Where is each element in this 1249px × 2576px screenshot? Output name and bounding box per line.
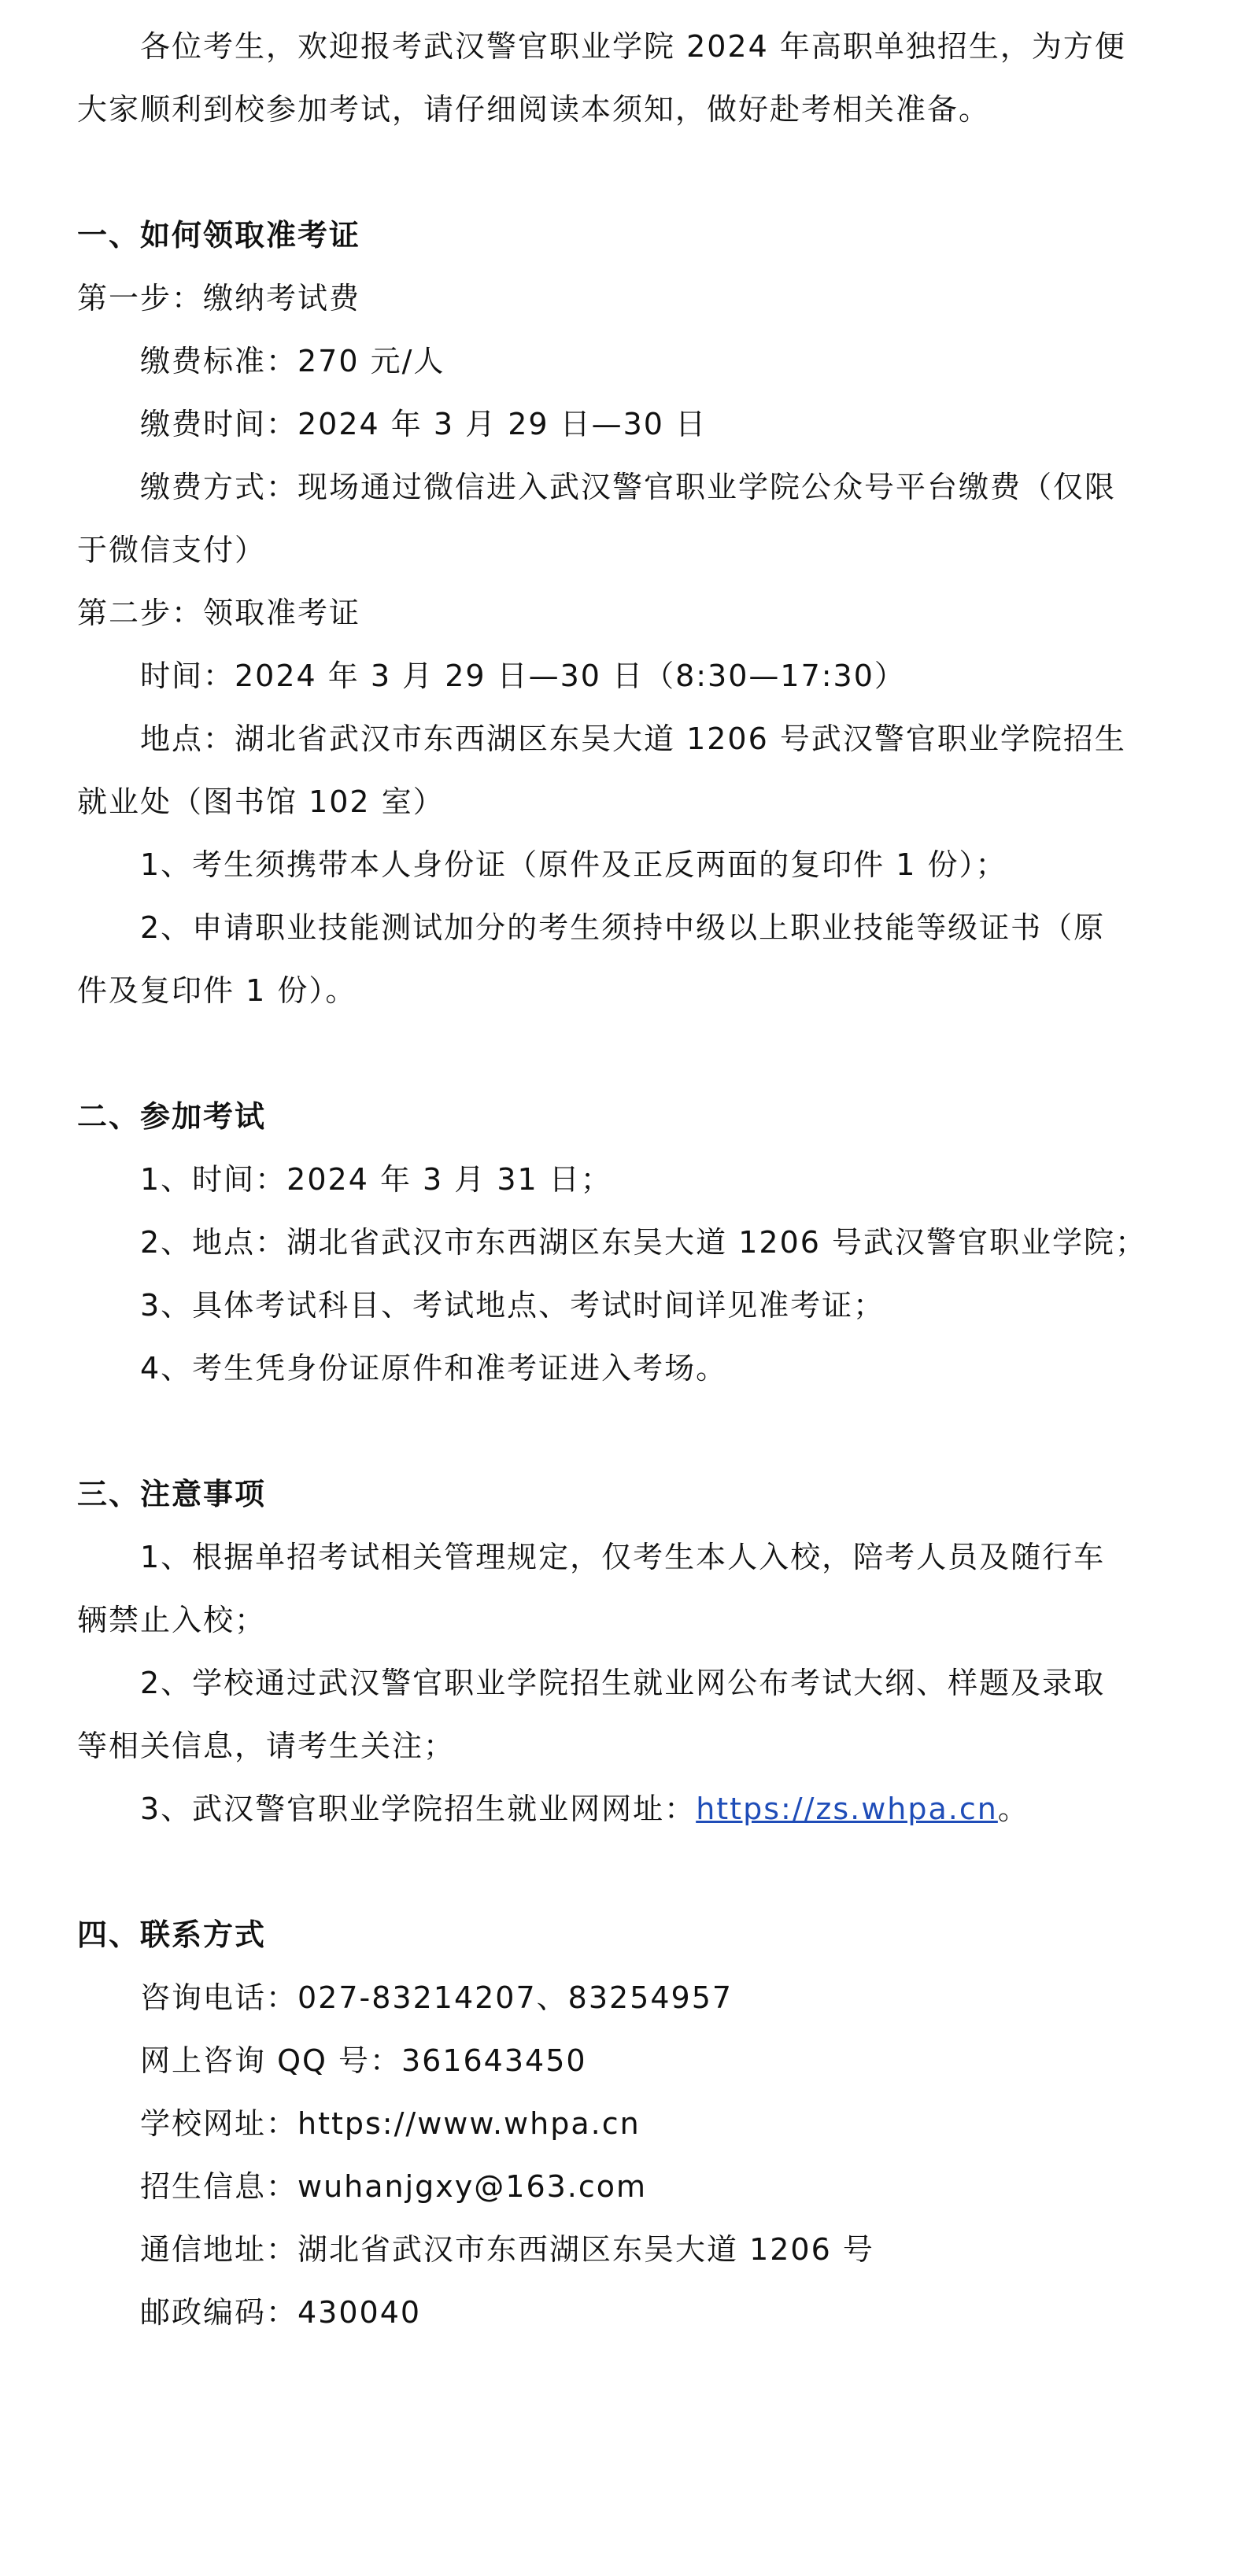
section-3-title: 三、注意事项 xyxy=(77,1477,267,1511)
exam-item-1: 1、时间：2024 年 3 月 31 日； xyxy=(140,1162,612,1197)
fee-method-line-1: 缴费方式：现场通过微信进入武汉警官职业学院公众号平台缴费（仅限 xyxy=(140,470,1117,504)
contact-phone: 咨询电话：027-83214207、83254957 xyxy=(140,1980,734,2015)
contact-email: 招生信息：wuhanjgxy@163.com xyxy=(140,2169,648,2204)
pickup-item-2-line-2: 件及复印件 1 份）。 xyxy=(77,973,357,1008)
contact-website: 学校网址：https://www.whpa.cn xyxy=(140,2106,641,2141)
pickup-item-1: 1、考生须携带本人身份证（原件及正反两面的复印件 1 份）； xyxy=(140,847,1007,882)
contact-address: 通信地址：湖北省武汉市东西湖区东吴大道 1206 号 xyxy=(140,2232,874,2267)
pickup-location-line-2: 就业处（图书馆 102 室） xyxy=(77,784,445,819)
intro-line-2: 大家顺利到校参加考试，请仔细阅读本须知，做好赴考相关准备。 xyxy=(77,92,991,127)
notice-item-3 xyxy=(0,1781,1249,1836)
admissions-website-link[interactable]: https://zs.whpa.cn xyxy=(696,1792,998,1826)
section-1-title: 一、如何领取准考证 xyxy=(77,218,361,253)
pickup-time: 时间：2024 年 3 月 29 日—30 日（8:30—17:30） xyxy=(140,659,906,693)
exam-item-2: 2、地点：湖北省武汉市东西湖区东吴大道 1206 号武汉警官职业学院； xyxy=(140,1225,1147,1260)
notice-item-1-line-1: 1、根据单招考试相关管理规定，仅考生本人入校，陪考人员及随行车 xyxy=(140,1540,1106,1574)
notice-item-3-suffix: 。 xyxy=(997,1792,1029,1826)
section-2-title: 二、参加考试 xyxy=(77,1099,267,1134)
notice-item-2-line-2: 等相关信息，请考生关注； xyxy=(77,1729,456,1763)
exam-item-3: 3、具体考试科目、考试地点、考试时间详见准考证； xyxy=(140,1288,885,1323)
section-4-title: 四、联系方式 xyxy=(77,1917,267,1952)
fee-standard: 缴费标准：270 元/人 xyxy=(140,344,445,378)
fee-time: 缴费时间：2024 年 3 月 29 日—30 日 xyxy=(140,407,708,441)
intro-line-1: 各位考生，欢迎报考武汉警官职业学院 2024 年高职单独招生，为方便 xyxy=(140,29,1126,64)
fee-method-line-2: 于微信支付） xyxy=(77,533,267,567)
notice-item-1-line-2: 辆禁止入校； xyxy=(77,1603,267,1637)
pickup-item-2-line-1: 2、申请职业技能测试加分的考生须持中级以上职业技能等级证书（原 xyxy=(140,910,1106,945)
pickup-location-line-1: 地点：湖北省武汉市东西湖区东吴大道 1206 号武汉警官职业学院招生 xyxy=(140,722,1126,756)
exam-item-4: 4、考生凭身份证原件和准考证进入考场。 xyxy=(140,1351,728,1386)
step-2-title: 第二步：领取准考证 xyxy=(77,596,361,630)
contact-qq: 网上咨询 QQ 号：361643450 xyxy=(140,2043,587,2078)
step-1-title: 第一步：缴纳考试费 xyxy=(77,281,361,316)
notice-item-2-line-1: 2、学校通过武汉警官职业学院招生就业网公布考试大纲、样题及录取 xyxy=(140,1666,1106,1700)
contact-postcode: 邮政编码：430040 xyxy=(140,2295,422,2330)
notice-item-3-prefix: 3、武汉警官职业学院招生就业网网址： xyxy=(140,1792,697,1826)
